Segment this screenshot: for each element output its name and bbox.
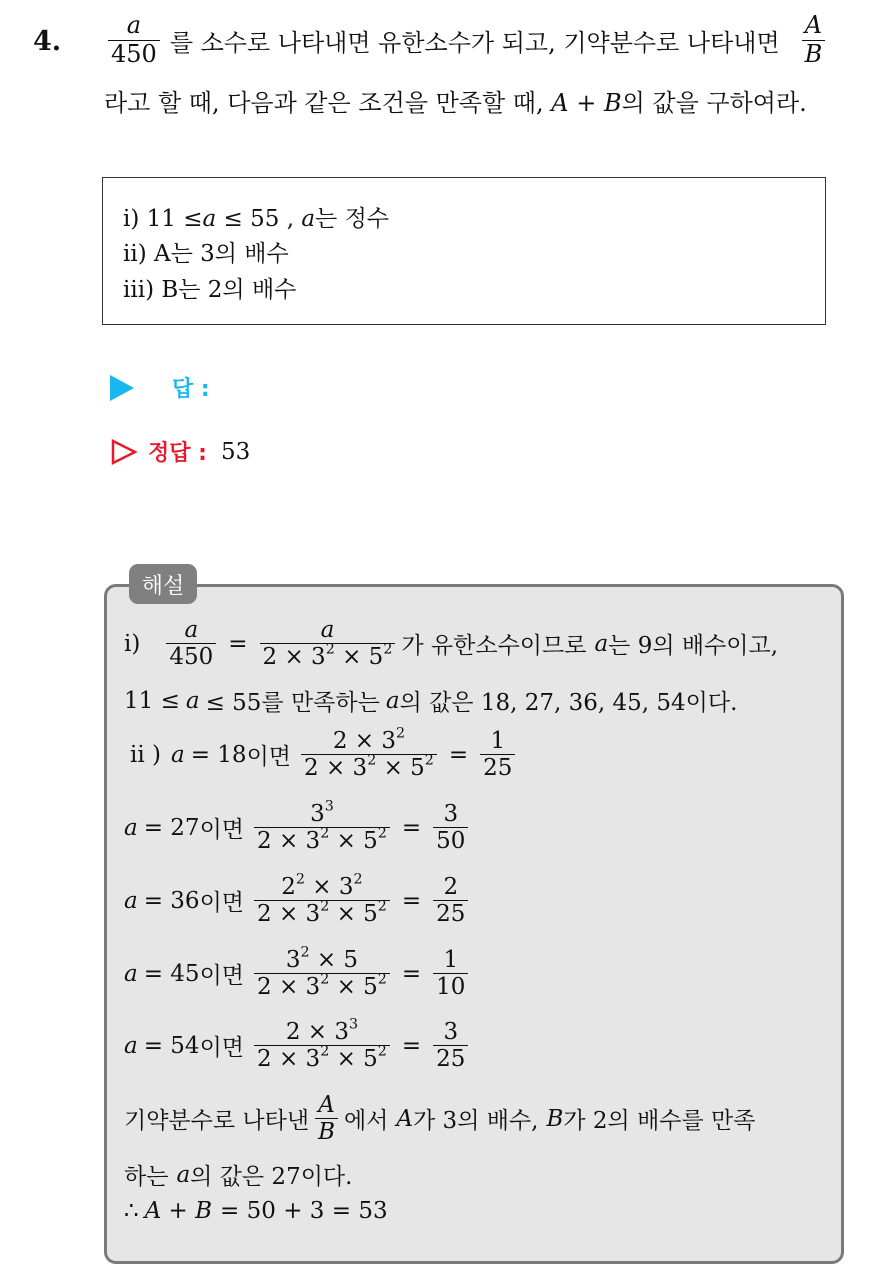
var-a: a (385, 687, 400, 714)
equals-sign: = (401, 960, 422, 987)
fraction (166, 617, 216, 671)
var-a: a (124, 887, 138, 914)
frac-num: 2 (443, 874, 459, 900)
exp-line-10 (124, 1198, 388, 1224)
fraction (315, 1092, 338, 1146)
exp-text: 가 유한소수이므로 (401, 633, 587, 660)
question-text-1: 를 소수로 나타내면 유한소수가 되고, 기약분수로 나타내면 (169, 28, 780, 57)
exp-value: = 36 (143, 887, 200, 914)
frac-num: 1 (443, 947, 459, 973)
exp-text: 기약분수로 나타낸 (124, 1108, 310, 1135)
exp-value: = 45 (143, 960, 200, 987)
exp-text: 는 9의 배수이고, (608, 633, 779, 660)
fraction (433, 874, 468, 928)
conditions-box (102, 177, 826, 325)
expr-a-plus-b: A + B (551, 89, 622, 117)
frac-den: 25 (433, 1045, 468, 1072)
fraction (254, 944, 390, 1001)
exp-text: 에서 (343, 1108, 389, 1135)
cond1-prefix: i) 11 ≤ (123, 206, 203, 232)
fraction (433, 947, 468, 1001)
var-A: A (396, 1105, 414, 1132)
exp-text: 의 값은 27이다. (190, 1164, 353, 1190)
var-a: a (126, 11, 142, 39)
expr-a-plus-b: A + B (144, 1198, 213, 1224)
exp-line-6 (124, 944, 472, 1001)
exp-text: 가 2의 배수를 만족 (563, 1108, 756, 1135)
var-a: a (124, 1032, 138, 1059)
fraction (260, 617, 396, 671)
fraction (301, 725, 437, 782)
exp-line-3 (130, 725, 519, 782)
exp-value: = 27 (143, 814, 200, 841)
exp-line-8 (124, 1092, 755, 1146)
equals-sign: = (401, 814, 422, 841)
frac-den: $2 \times 3^2 \times 5^2$ (254, 827, 390, 854)
explanation-tab: 해설 (129, 564, 197, 604)
question-line-1 (104, 12, 864, 68)
frac-num: 3 (443, 1019, 459, 1045)
answer-label: 답 : (172, 377, 210, 402)
exp-text: ≤ 55를 만족하는 (205, 690, 380, 716)
answer-row (110, 372, 210, 403)
exp-value: = 18 (190, 741, 247, 768)
question-text-3: 의 값을 구하여라. (621, 89, 807, 117)
frac-den: $2 \times 3^2 \times 5^2$ (301, 754, 437, 781)
exp-line-1 (124, 617, 778, 671)
var-a: a (176, 1161, 191, 1188)
frac-den: 50 (433, 827, 468, 854)
fraction-a-over-450 (108, 12, 160, 68)
correct-answer-row (110, 436, 250, 467)
therefore-symbol: ∴ (124, 1198, 139, 1224)
var-A: A (318, 1092, 335, 1118)
exp-line-2 (124, 684, 737, 717)
exp-text: = 50 + 3 = 53 (220, 1198, 388, 1224)
equals-sign: = (401, 1032, 422, 1059)
frac-num: 1 (490, 728, 506, 754)
fraction-A-over-B (802, 12, 826, 68)
correct-label: 정답 : (148, 441, 207, 466)
fraction (433, 1019, 468, 1073)
var-B: B (318, 1119, 335, 1146)
condition-1 (123, 200, 389, 233)
frac-num: $2 \times 3^3$ (285, 1016, 359, 1045)
fraction (480, 728, 515, 782)
frac-den: 25 (433, 900, 468, 927)
frac-den: $2 \times 3^2 \times 5^2$ (260, 643, 396, 670)
condition-3: iii) B는 2의 배수 (123, 277, 297, 303)
question-text-2: 라고 할 때, 다음과 같은 조건을 만족할 때, (104, 89, 544, 117)
frac-num: 3 (443, 801, 459, 827)
frac-den: $2 \times 3^2 \times 5^2$ (254, 1045, 390, 1072)
exp-text: 이면 (199, 1035, 245, 1062)
frac-num: $3^3$ (310, 798, 334, 827)
frac-num: $3^2 \times 5$ (285, 944, 359, 973)
fraction (254, 871, 390, 928)
exp-text: 하는 (124, 1164, 169, 1190)
exp-line-7 (124, 1016, 472, 1073)
exp-text: 이면 (199, 817, 245, 844)
var-a: a (184, 617, 199, 643)
exp-prefix: i) (124, 630, 141, 657)
var-a: a (301, 206, 316, 232)
frac-den: 450 (108, 40, 160, 69)
exp-prefix: ii ) (130, 741, 161, 768)
exp-line-5 (124, 871, 472, 928)
exp-text: 이면 (199, 890, 245, 917)
var-a: a (124, 960, 138, 987)
exp-text: 이면 (246, 744, 292, 771)
exp-value: = 54 (143, 1032, 200, 1059)
frac-den: 25 (480, 754, 515, 781)
question-number: 4. (33, 26, 62, 57)
exp-text: 의 값은 18, 27, 36, 45, 54이다. (399, 690, 738, 716)
frac-den: $2 \times 3^2 \times 5^2$ (254, 973, 390, 1000)
var-a: a (202, 206, 217, 232)
frac-den: 450 (166, 643, 216, 670)
equals-sign: = (448, 741, 469, 768)
outline-arrow-icon (110, 439, 138, 465)
frac-num: $2^2 \times 3^2$ (281, 871, 363, 900)
var-a: a (320, 617, 335, 643)
var-a: a (594, 630, 609, 657)
exp-line-9 (124, 1158, 352, 1191)
var-B: B (804, 39, 823, 68)
play-arrow-icon (110, 375, 134, 401)
question-line-2 (104, 83, 807, 118)
exp-text: 11 ≤ (124, 687, 180, 714)
exp-text: 가 3의 배수, (413, 1108, 539, 1135)
var-A: A (804, 11, 823, 39)
fraction (433, 801, 468, 855)
frac-den: $2 \times 3^2 \times 5^2$ (254, 900, 390, 927)
cond1-suffix: 는 정수 (315, 206, 390, 232)
var-B: B (546, 1105, 564, 1132)
equals-sign: = (401, 887, 422, 914)
exp-text: 이면 (199, 963, 245, 990)
var-a: a (185, 687, 200, 714)
cond1-mid: ≤ 55 , (223, 206, 295, 232)
frac-den: 10 (433, 973, 468, 1000)
correct-value: 53 (220, 438, 251, 465)
fraction (254, 1016, 390, 1073)
fraction (254, 798, 390, 855)
equals-sign: = (228, 630, 248, 657)
var-a: a (124, 814, 138, 841)
frac-num: $2 \times 3^2$ (332, 725, 406, 754)
condition-2: ii) A는 3의 배수 (123, 241, 289, 267)
exp-line-4 (124, 798, 472, 855)
var-a: a (171, 741, 185, 768)
